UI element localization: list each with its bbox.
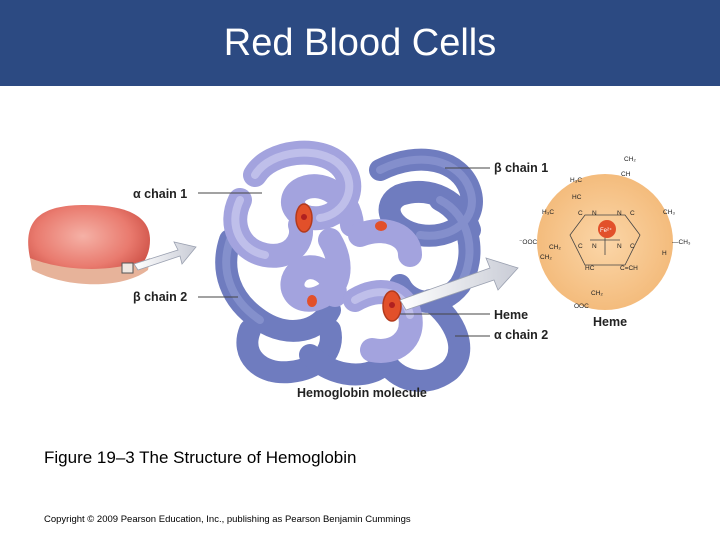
- svg-text:CH₂: CH₂: [624, 156, 636, 163]
- svg-text:N: N: [592, 243, 597, 250]
- svg-text:H: H: [662, 250, 667, 257]
- svg-text:N: N: [617, 243, 622, 250]
- svg-text:CH₃: CH₃: [663, 209, 676, 216]
- svg-text:CH₂: CH₂: [540, 254, 552, 261]
- svg-text:C: C: [630, 210, 635, 217]
- svg-text:N: N: [617, 210, 622, 217]
- label-heme-detail: Heme: [593, 315, 628, 329]
- label-hemoglobin-molecule: Hemoglobin molecule: [297, 386, 427, 400]
- svg-text:HC: HC: [572, 194, 582, 201]
- svg-text:—CH₃: —CH₃: [672, 239, 691, 246]
- svg-text:⁻OOC: ⁻OOC: [519, 239, 538, 246]
- hemoglobin-molecule-illustration: [226, 153, 472, 381]
- svg-text:N: N: [592, 210, 597, 217]
- svg-text:H₃C: H₃C: [542, 209, 555, 216]
- svg-text:CH₂: CH₂: [591, 290, 603, 297]
- svg-text:C: C: [578, 210, 583, 217]
- label-beta-chain-1: β chain 1: [494, 161, 549, 175]
- heme-structure-diagram: [519, 156, 691, 310]
- red-blood-cell-illustration: [28, 205, 150, 284]
- svg-text:C=CH: C=CH: [620, 265, 638, 272]
- label-alpha-chain-2: α chain 2: [494, 328, 549, 342]
- svg-text:H₃C: H₃C: [570, 177, 583, 184]
- svg-text:CH₂: CH₂: [549, 244, 561, 251]
- svg-text:C: C: [630, 243, 635, 250]
- svg-text:CH: CH: [621, 171, 631, 178]
- label-heme: Heme: [494, 308, 529, 322]
- copyright-notice: Copyright © 2009 Pearson Education, Inc., publishing as Pearson Benjamin Cummings: [44, 514, 411, 525]
- label-beta-chain-2: β chain 2: [133, 290, 188, 304]
- svg-text:Fe²⁺: Fe²⁺: [600, 228, 613, 234]
- figure-caption: Figure 19–3 The Structure of Hemoglobin: [44, 448, 357, 467]
- label-alpha-chain-1: α chain 1: [133, 187, 188, 201]
- svg-text:HC: HC: [585, 265, 595, 272]
- svg-text:OOC: OOC: [574, 303, 589, 310]
- slide-title: Red Blood Cells: [223, 22, 497, 64]
- svg-text:C: C: [578, 243, 583, 250]
